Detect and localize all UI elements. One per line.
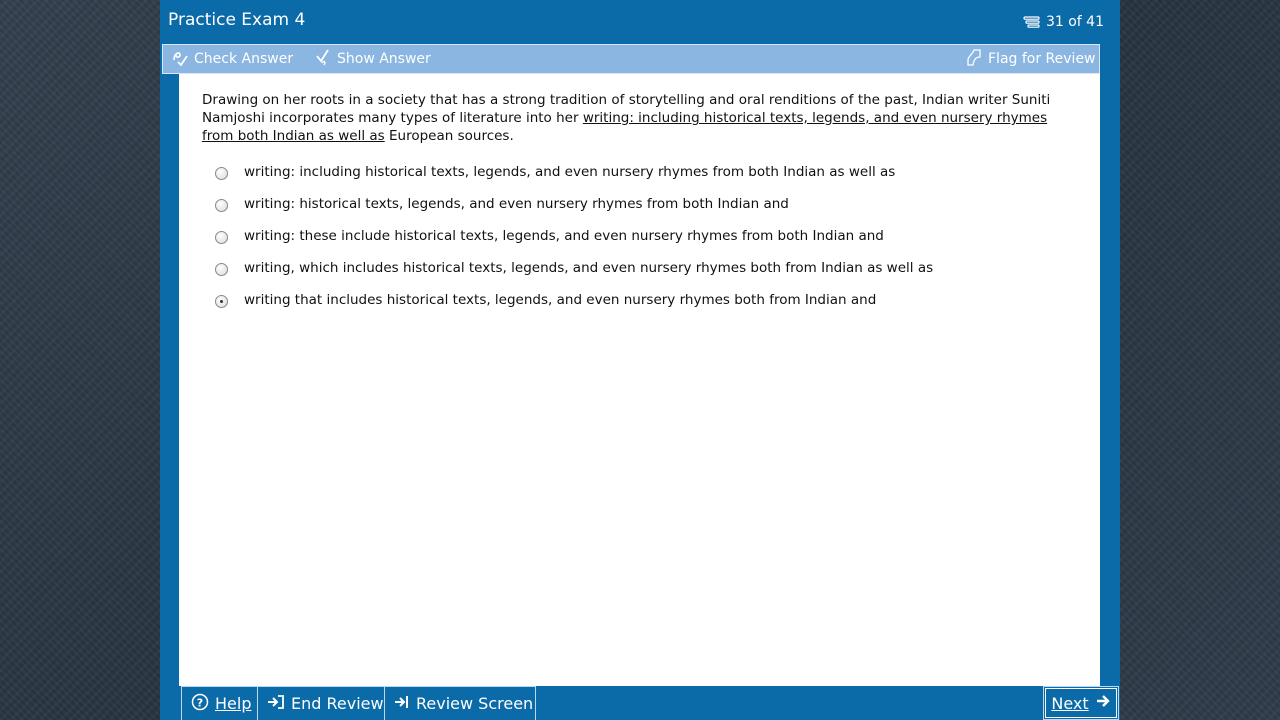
answer-option-b[interactable] (215, 193, 789, 215)
check-answer-button[interactable] (171, 45, 293, 73)
show-answer-icon (314, 48, 332, 70)
flag-for-review-label: Flag for Review (988, 51, 1096, 67)
next-label: Next (1051, 693, 1089, 713)
show-answer-button[interactable] (314, 45, 431, 73)
review-screen-label: Review Screen (416, 694, 534, 713)
bottom-navigation-bar (179, 686, 1120, 720)
check-answer-icon (171, 48, 189, 70)
option-text: writing: including historical texts, legends, and even nursery rhymes from both Indian as well as (244, 164, 896, 180)
option-text: writing: these include historical texts, legends, and even nursery rhymes from both Indian and (244, 228, 884, 244)
review-screen-icon (394, 694, 410, 714)
radio-button[interactable] (215, 263, 228, 276)
flag-for-review-button[interactable] (965, 45, 1096, 73)
radio-button[interactable] (215, 199, 228, 212)
exam-window (160, 0, 1120, 720)
option-text: writing that includes historical texts, legends, and even nursery rhymes both from Indian and (244, 292, 877, 308)
help-label: Help (215, 694, 252, 713)
svg-text:?: ? (196, 696, 204, 709)
review-screen-button[interactable] (384, 686, 536, 720)
check-answer-label: Check Answer (194, 51, 294, 67)
answer-option-c[interactable] (215, 225, 884, 247)
question-panel (179, 74, 1100, 686)
progress-text: 31 of 41 (1045, 14, 1104, 30)
question-progress (1023, 14, 1104, 30)
question-stem (202, 91, 1072, 145)
radio-button-selected[interactable] (215, 295, 228, 308)
radio-button[interactable] (215, 167, 228, 180)
answer-option-d[interactable] (215, 257, 933, 279)
exam-title: Practice Exam 4 (168, 10, 306, 30)
end-review-icon (267, 694, 285, 714)
flag-icon (965, 48, 983, 70)
stem-text-before: Drawing on her roots in a society that has a strong tradition of storytelling and oral renditions of the past, Indian writer Suniti Namjoshi incorporates many types of literature into her (202, 92, 1051, 126)
end-review-button[interactable] (257, 686, 385, 720)
show-answer-label: Show Answer (337, 51, 431, 67)
answer-option-a[interactable] (215, 161, 895, 183)
option-text: writing: historical texts, legends, and even nursery rhymes from both Indian and (244, 196, 789, 212)
help-button[interactable] (181, 686, 258, 720)
radio-button[interactable] (215, 231, 228, 244)
stem-text-after: European sources. (384, 128, 514, 144)
list-icon (1023, 15, 1041, 29)
title-bar (160, 0, 1120, 42)
option-text: writing, which includes historical texts, legends, and even nursery rhymes both from Indian as well as (244, 260, 934, 276)
end-review-label: End Review (291, 694, 384, 713)
stem-underlined-text: writing: including historical texts, legends, and even nursery rhymes from both Indian as well as (202, 110, 1048, 144)
help-icon (191, 693, 209, 715)
answer-option-e[interactable] (215, 289, 876, 311)
question-toolbar (162, 44, 1100, 74)
next-button[interactable] (1045, 688, 1117, 718)
arrow-right-icon (1095, 693, 1111, 713)
